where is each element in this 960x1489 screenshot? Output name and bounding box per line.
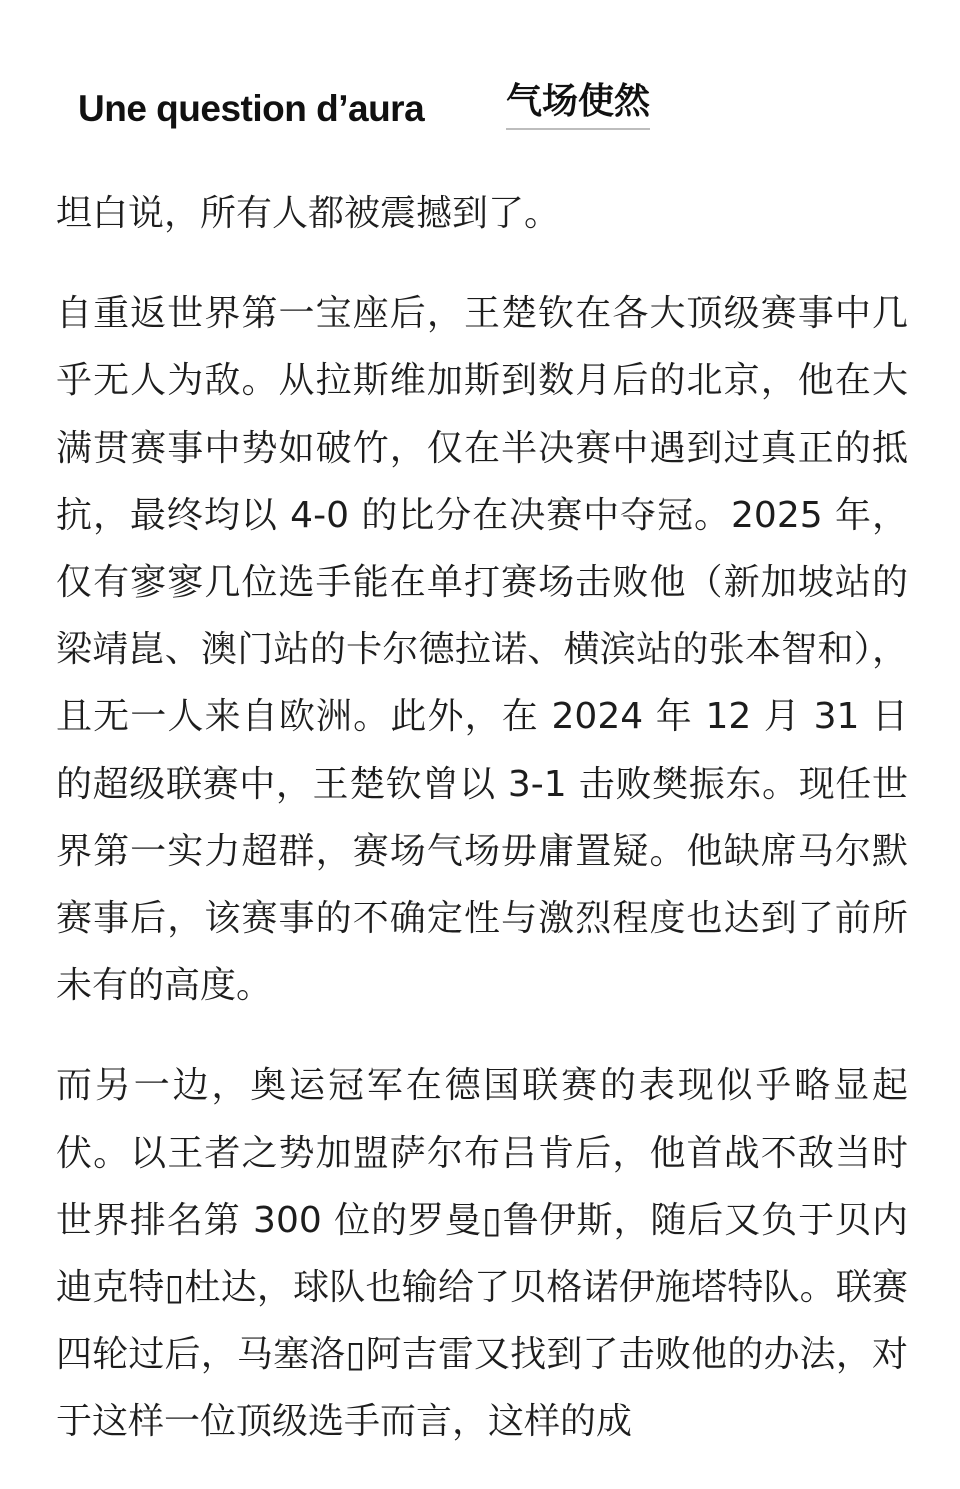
french-title: Une question d’aura (78, 88, 425, 129)
paragraph-intro: 坦白说，所有人都被震撼到了。 (56, 193, 561, 234)
paragraph-olympic-champion: 而另一边，奥运冠军在德国联赛的表现似乎略显起伏。以王者之势加盟萨尔布吕肯后，他首战不敌当时世界排名第 300 位的罗曼▯鲁伊斯，随后又负于贝内迪克特▯杜达，球队也输给了贝格诺伊施塔特队。联赛四轮过后，马塞洛▯阿吉雷又找到了击败他的办法，对于这样一位顶级选手而言，这样的成 (56, 1065, 908, 1443)
paragraph-wang-chuqin: 自重返世界第一宝座后，王楚钦在各大顶级赛事中几乎无人为敌。从拉斯维加斯到数月后的北京，他在大满贯赛事中势如破竹，仅在半决赛中遇到过真正的抵抗，最终均以 4-0 的比分在决赛中夺冠。2025 年，仅有寥寥几位选手能在单打赛场击败他（新加坡站的梁靖崑、澳门站的卡尔德拉诺、横滨站的张本智和），且无一人来自欧洲。此外，在 2024 年 12 月 31 日的超级联赛中，王楚钦曾以 3-1 击败樊振东。现任世界第一实力超群，赛场气场毋庸置疑。他缺席马尔默赛事后，该赛事的不确定性与激烈程度也达到了前所未有的高度。 (56, 293, 908, 1007)
chinese-title: 气场使然 (506, 78, 650, 130)
article-body (56, 180, 908, 1489)
article-header (78, 81, 698, 144)
